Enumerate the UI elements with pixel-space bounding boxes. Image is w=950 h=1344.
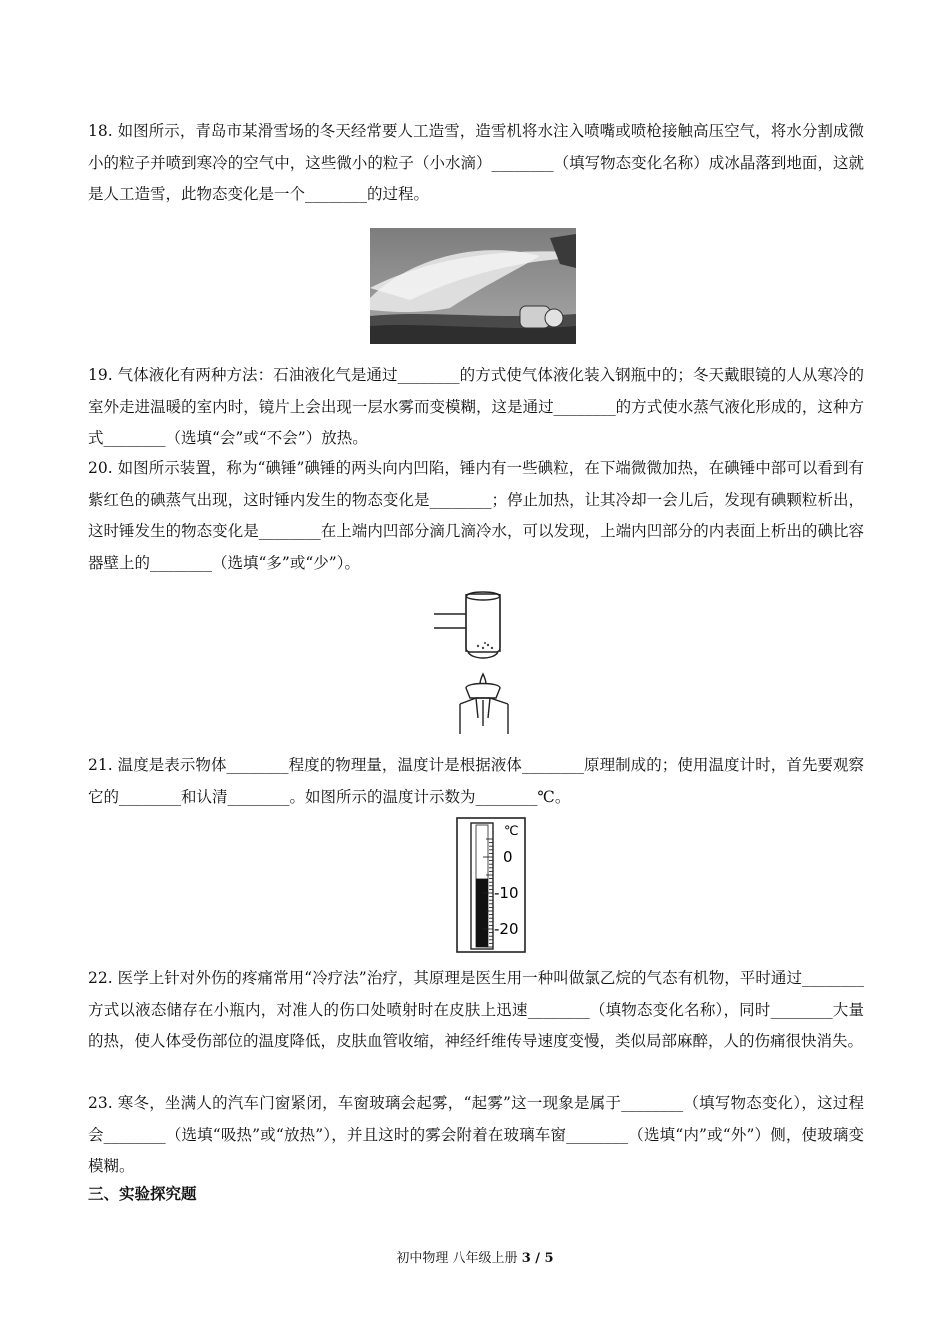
question-21: 21. 温度是表示物体________程度的物理量，温度计是根据液体________原理制成的；使用温度计时，首先要观察它的________和认清________。如图所示的温度计示数为________℃。 (88, 756, 864, 806)
thermometer-liquid (476, 879, 488, 947)
thermometer-tick-minus10: -10 (494, 884, 519, 902)
thermometer-unit: ℃ (504, 824, 519, 839)
question-19: 19. 气体液化有两种方法：石油液化气是通过________的方式使气体液化装入钢瓶中的；冬天戴眼镜的人从寒冷的室外走进温暖的室内时，镜片上会出现一层水雾而变模糊，这是通过________的方式使水蒸气液化形成的，这种方式________（选填“会”或“不会”）放热。 (88, 366, 864, 447)
thermometer-tick-minus20: -20 (494, 920, 519, 938)
footer-subject: 初中物理 八年级上册 (396, 1251, 522, 1266)
question-18: 18. 如图所示，青岛市某滑雪场的冬天经常要人工造雪，造雪机将水注入喷嘴或喷枪接触高压空气，将水分割成微小的粒子并喷到寒冷的空气中，这些微小的粒子（小水滴）________（填写物态变化名称）成冰晶落到地面，这就是人工造雪，此物态变化是一个________的过程。 (88, 122, 864, 203)
question-20: 20. 如图所示装置，称为“碘锤”碘锤的两头向内凹陷，锤内有一些碘粒，在下端微微加热，在碘锤中部可以看到有紫红色的碘蒸气出现，这时锤内发生的物态变化是________；停止加热，让其冷却一会儿后，发现有碘颗粒析出，这时锤发生的物态变化是________在上端内凹部分滴几滴冷水，可以发现，上端内凹部分的内表面上析出的碘比容器壁上的________（选填“多”或“少”）。 (88, 459, 864, 572)
iodine-hammer-diagram (430, 588, 520, 738)
page-footer (0, 1247, 950, 1266)
section-title: 三、实验探究题 (88, 1185, 197, 1203)
thermometer-tick-0: 0 (503, 848, 513, 866)
snow-machine-photo (370, 228, 576, 344)
question-23: 23. 寒冬，坐满人的汽车门窗紧闭，车窗玻璃会起雾，“起雾”这一现象是属于________（填写物态变化），这过程会________（选填“吸热”或“放热”），并且这时的雾会附着在玻璃车窗________（选填“内”或“外”）侧，使玻璃变模糊。 (88, 1094, 864, 1175)
thermometer-diagram (456, 817, 526, 953)
question-22: 22. 医学上针对外伤的疼痛常用“冷疗法”治疗，其原理是医生用一种叫做氯乙烷的气态有机物，平时通过________方式以液态储存在小瓶内，对准人的伤口处喷射时在皮肤上迅速________（填物态变化名称），同时________大量的热，使人体受伤部位的温度降低，皮肤血管收缩，神经纤维传导速度变慢，类似局部麻醉，人的伤痛很快消失。 (88, 969, 864, 1050)
footer-page-number: 3 / 5 (521, 1251, 554, 1266)
